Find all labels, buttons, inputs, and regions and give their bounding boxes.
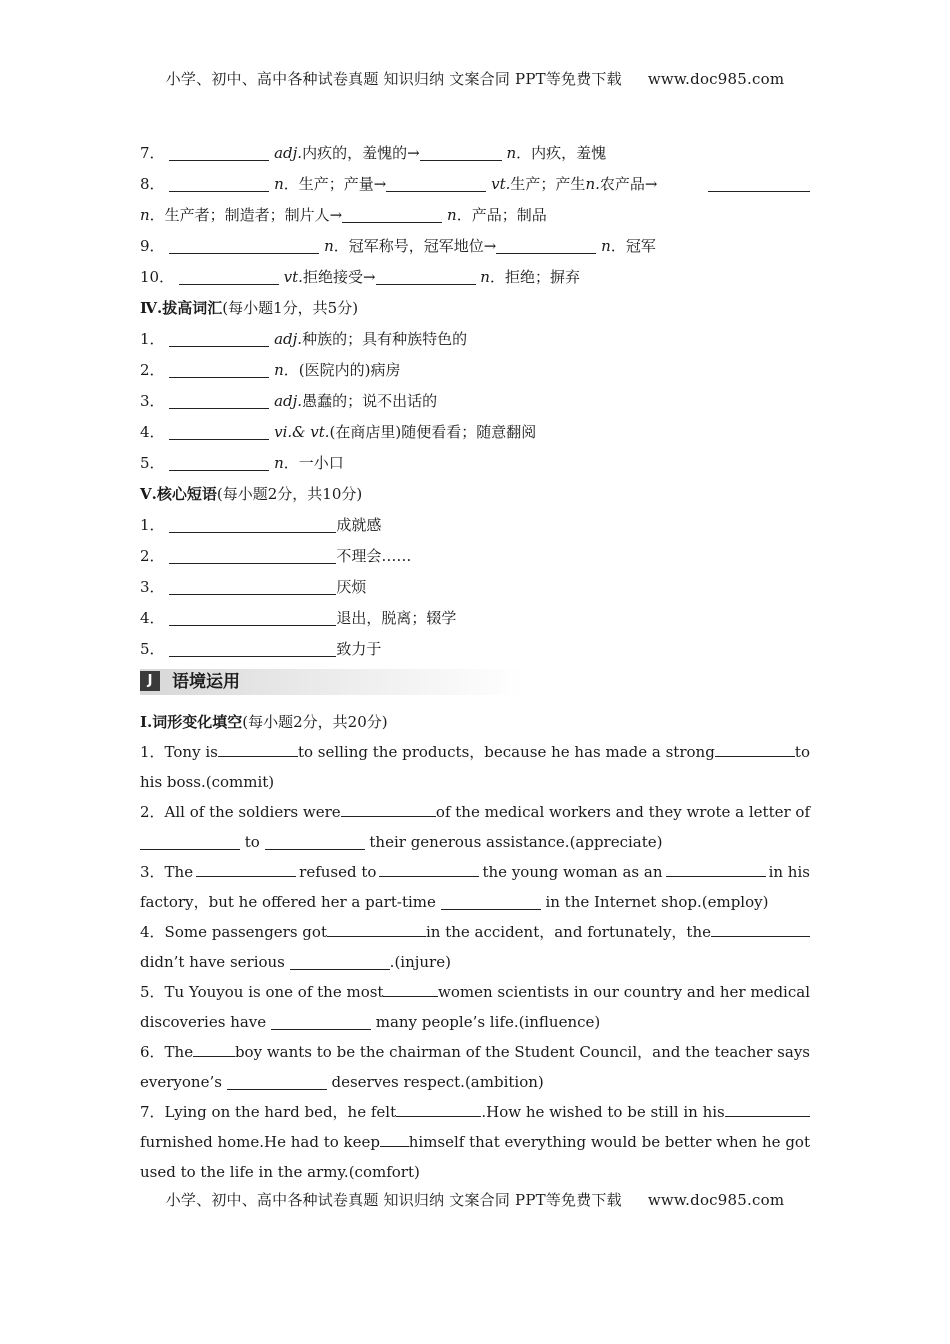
part-of-speech: adj. (274, 392, 303, 410)
part-of-speech: n (274, 175, 284, 193)
part-of-speech: n (601, 237, 611, 255)
vocab-item-8-cont (140, 200, 810, 231)
meaning: ．一小口 (283, 454, 344, 472)
part-of-speech: n (506, 144, 517, 162)
meaning: 愚蠢的；说不出话的 (302, 392, 438, 410)
answer-blank[interactable] (169, 391, 269, 409)
advanced-vocab-item (140, 386, 810, 417)
part-of-speech: vt. (491, 175, 511, 193)
answer-blank[interactable] (441, 892, 541, 910)
banner-url[interactable]: www.doc985.com (647, 70, 785, 88)
answer-blank[interactable] (218, 739, 298, 757)
answer-blank[interactable] (342, 205, 442, 223)
item-number: 3． (140, 578, 165, 596)
answer-blank[interactable] (708, 174, 810, 192)
sentence-text: their generous assistance.(appreciate) (369, 833, 663, 851)
meaning: ．生产；产量→ (283, 175, 387, 193)
sentence-text: the young woman as an (482, 863, 663, 881)
part-of-speech: vt. (283, 268, 303, 286)
advanced-vocab-item (140, 448, 810, 479)
section-title: Ⅰ.词形变化填空 (140, 713, 243, 731)
section-badge-icon: J (140, 671, 160, 691)
answer-blank[interactable] (227, 1072, 327, 1090)
section-title: Ⅴ.核心短语 (140, 485, 217, 503)
sentence-text: many people’s life.(influence) (375, 1013, 601, 1031)
phrase-item (140, 510, 810, 541)
banner-text: 小学、初中、高中各种试卷真题 知识归纳 文案合同 PPT等免费下载 (165, 1191, 622, 1209)
section-heading-advanced-vocab (140, 293, 810, 324)
answer-blank[interactable] (169, 577, 336, 595)
sentence-text: in the accident，and fortunately，the (425, 923, 711, 941)
exercise-item-6 (140, 1037, 810, 1097)
item-number: 4． (140, 609, 165, 627)
answer-blank[interactable] (271, 1012, 371, 1030)
sentence-text: factory，but he offered her a part-time (140, 893, 436, 911)
answer-blank[interactable] (193, 1039, 235, 1057)
sentence-text: furnished home.He had to keep (140, 1133, 380, 1151)
part-of-speech: vi.& vt. (274, 423, 330, 441)
meaning: 内疚的，羞愧的→ (302, 144, 420, 162)
sentence-text: .(injure) (389, 953, 451, 971)
footer-banner (0, 1189, 950, 1210)
advanced-vocab-item (140, 355, 810, 386)
sentence-text: .How he wished to be still in his (481, 1103, 725, 1121)
part-of-speech: n (447, 206, 457, 224)
sentence-text: his boss.(commit) (140, 773, 275, 791)
item-number: 3． (140, 392, 165, 410)
sentence-text: discoveries have (140, 1013, 267, 1031)
meaning: ．拒绝；摒弃 (489, 268, 580, 286)
answer-blank[interactable] (179, 267, 279, 285)
meaning: 种族的；具有种族特色的 (302, 330, 468, 348)
part-of-speech: n (274, 361, 284, 379)
item-number: 1． (140, 516, 165, 534)
phrase-item (140, 572, 810, 603)
meaning: 退出，脱离；辍学 (336, 609, 457, 627)
answer-blank[interactable] (169, 329, 269, 347)
meaning: ．生产者；制造者；制片人→ (149, 206, 343, 224)
answer-blank[interactable] (169, 453, 269, 471)
answer-blank[interactable] (169, 422, 269, 440)
part-of-speech: n (140, 206, 150, 224)
meaning: ．冠军称号，冠军地位→ (333, 237, 497, 255)
part-of-speech: n (480, 268, 490, 286)
meaning: 拒绝接受→ (302, 268, 376, 286)
sentence-text: everyone’s (140, 1073, 222, 1091)
meaning: ．(医院内的)病房 (283, 361, 401, 379)
exercise-item-7 (140, 1097, 810, 1187)
answer-blank[interactable] (396, 1099, 481, 1117)
sentence-text: 4．Some passengers got (140, 923, 327, 941)
meaning: 不理会…… (336, 547, 412, 565)
answer-blank[interactable] (169, 639, 336, 657)
sentence-text: 7．Lying on the hard bed，he felt (140, 1103, 397, 1121)
answer-blank[interactable] (383, 979, 438, 997)
answer-blank[interactable] (169, 174, 269, 192)
header-banner (0, 68, 950, 89)
vocab-item-8 (140, 169, 810, 200)
answer-blank[interactable] (140, 832, 240, 850)
sentence-text: in his (768, 863, 810, 881)
answer-blank[interactable] (379, 859, 479, 877)
item-number: 5． (140, 454, 165, 472)
advanced-vocab-item (140, 324, 810, 355)
item-number: 9． (140, 237, 165, 255)
sentence-text: 2．All of the soldiers were (140, 803, 341, 821)
sentence-text: 6．The (140, 1043, 194, 1061)
sentence-text: of the medical workers and they wrote a letter of (435, 803, 810, 821)
phrase-item (140, 603, 810, 634)
advanced-vocab-item (140, 417, 810, 448)
sentence-text: refused to (299, 863, 377, 881)
item-number: 4． (140, 423, 165, 441)
item-number: 1． (140, 330, 165, 348)
sentence-text: to selling the products，because he has made a strong (297, 743, 715, 761)
exercise-item-2 (140, 797, 810, 857)
sentence-text: in the Internet shop.(employ) (545, 893, 769, 911)
answer-blank[interactable] (169, 143, 269, 161)
sentence-text: women scientists in our country and her medical (438, 983, 810, 1001)
exercise-item-3 (140, 857, 810, 917)
sentence-text: deserves respect.(ambition) (331, 1073, 544, 1091)
item-number: 10． (140, 268, 175, 286)
section-heading-word-forms (140, 707, 810, 737)
phrase-item (140, 634, 810, 665)
answer-blank[interactable] (666, 859, 766, 877)
section-heading-core-phrases (140, 479, 810, 510)
part-of-speech: n (274, 454, 284, 472)
item-number: 8． (140, 175, 165, 193)
answer-blank[interactable] (169, 236, 319, 254)
answer-blank[interactable] (196, 859, 296, 877)
item-number: 2． (140, 547, 165, 565)
part-of-speech: n. (585, 175, 600, 193)
answer-blank[interactable] (169, 608, 336, 626)
answer-blank[interactable] (341, 799, 436, 817)
banner-url[interactable]: www.doc985.com (647, 1191, 785, 1209)
phrase-item (140, 541, 810, 572)
answer-blank[interactable] (169, 546, 336, 564)
item-number: 7． (140, 144, 165, 162)
sentence-text: himself that everything would be better when he got (408, 1133, 810, 1151)
part-of-speech: n (324, 237, 334, 255)
exercise-item-5 (140, 977, 810, 1037)
section-banner-title: 语境运用 (172, 672, 240, 692)
part-of-speech: adj. (274, 144, 303, 162)
banner-text: 小学、初中、高中各种试卷真题 知识归纳 文案合同 PPT等免费下载 (165, 70, 622, 88)
section-title: Ⅳ.拔高词汇 (140, 299, 223, 317)
section-score: (每小题2分，共20分) (242, 713, 388, 731)
meaning: 生产；产生 (510, 175, 586, 193)
sentence-text: 5．Tu Youyou is one of the most (140, 983, 384, 1001)
meaning: 农产品→ (599, 175, 658, 193)
answer-blank[interactable] (376, 267, 476, 285)
answer-blank[interactable] (380, 1129, 409, 1147)
meaning: 致力于 (336, 640, 382, 658)
sentence-text: to (244, 833, 260, 851)
answer-blank[interactable] (420, 143, 502, 161)
vocab-item-9 (140, 231, 810, 262)
worksheet-content (140, 138, 810, 1187)
sentence-text: 3．The (140, 863, 194, 881)
item-number: 5． (140, 640, 165, 658)
exercise-item-4 (140, 917, 810, 977)
answer-blank[interactable] (496, 236, 596, 254)
vocab-item-7 (140, 138, 810, 169)
vocab-item-10 (140, 262, 810, 293)
answer-blank[interactable] (327, 919, 426, 937)
part-of-speech: adj. (274, 330, 303, 348)
meaning: ．内疚，羞愧 (516, 144, 607, 162)
answer-blank[interactable] (386, 174, 486, 192)
answer-blank[interactable] (715, 739, 795, 757)
answer-blank[interactable] (290, 952, 390, 970)
answer-blank[interactable] (725, 1099, 810, 1117)
sentence-text: didn’t have serious (140, 953, 285, 971)
meaning: ．冠军 (610, 237, 656, 255)
answer-blank[interactable] (711, 919, 810, 937)
meaning: (在商店里)随便看看；随意翻阅 (329, 423, 537, 441)
meaning: 厌烦 (336, 578, 367, 596)
section-score: (每小题1分，共5分) (222, 299, 359, 317)
exercise-item-1 (140, 737, 810, 797)
sentence-text: boy wants to be the chairman of the Student Council，and the teacher says (234, 1043, 810, 1061)
sentence-text: 1．Tony is (140, 743, 218, 761)
section-banner (140, 669, 522, 695)
answer-blank[interactable] (169, 360, 269, 378)
answer-blank[interactable] (169, 515, 336, 533)
meaning: 成就感 (336, 516, 382, 534)
item-number: 2． (140, 361, 165, 379)
sentence-text: used to the life in the army.(comfort) (140, 1163, 420, 1181)
sentence-text: to (794, 743, 810, 761)
section-score: (每小题2分，共10分) (216, 485, 363, 503)
meaning: ．产品；制品 (456, 206, 547, 224)
answer-blank[interactable] (265, 832, 365, 850)
